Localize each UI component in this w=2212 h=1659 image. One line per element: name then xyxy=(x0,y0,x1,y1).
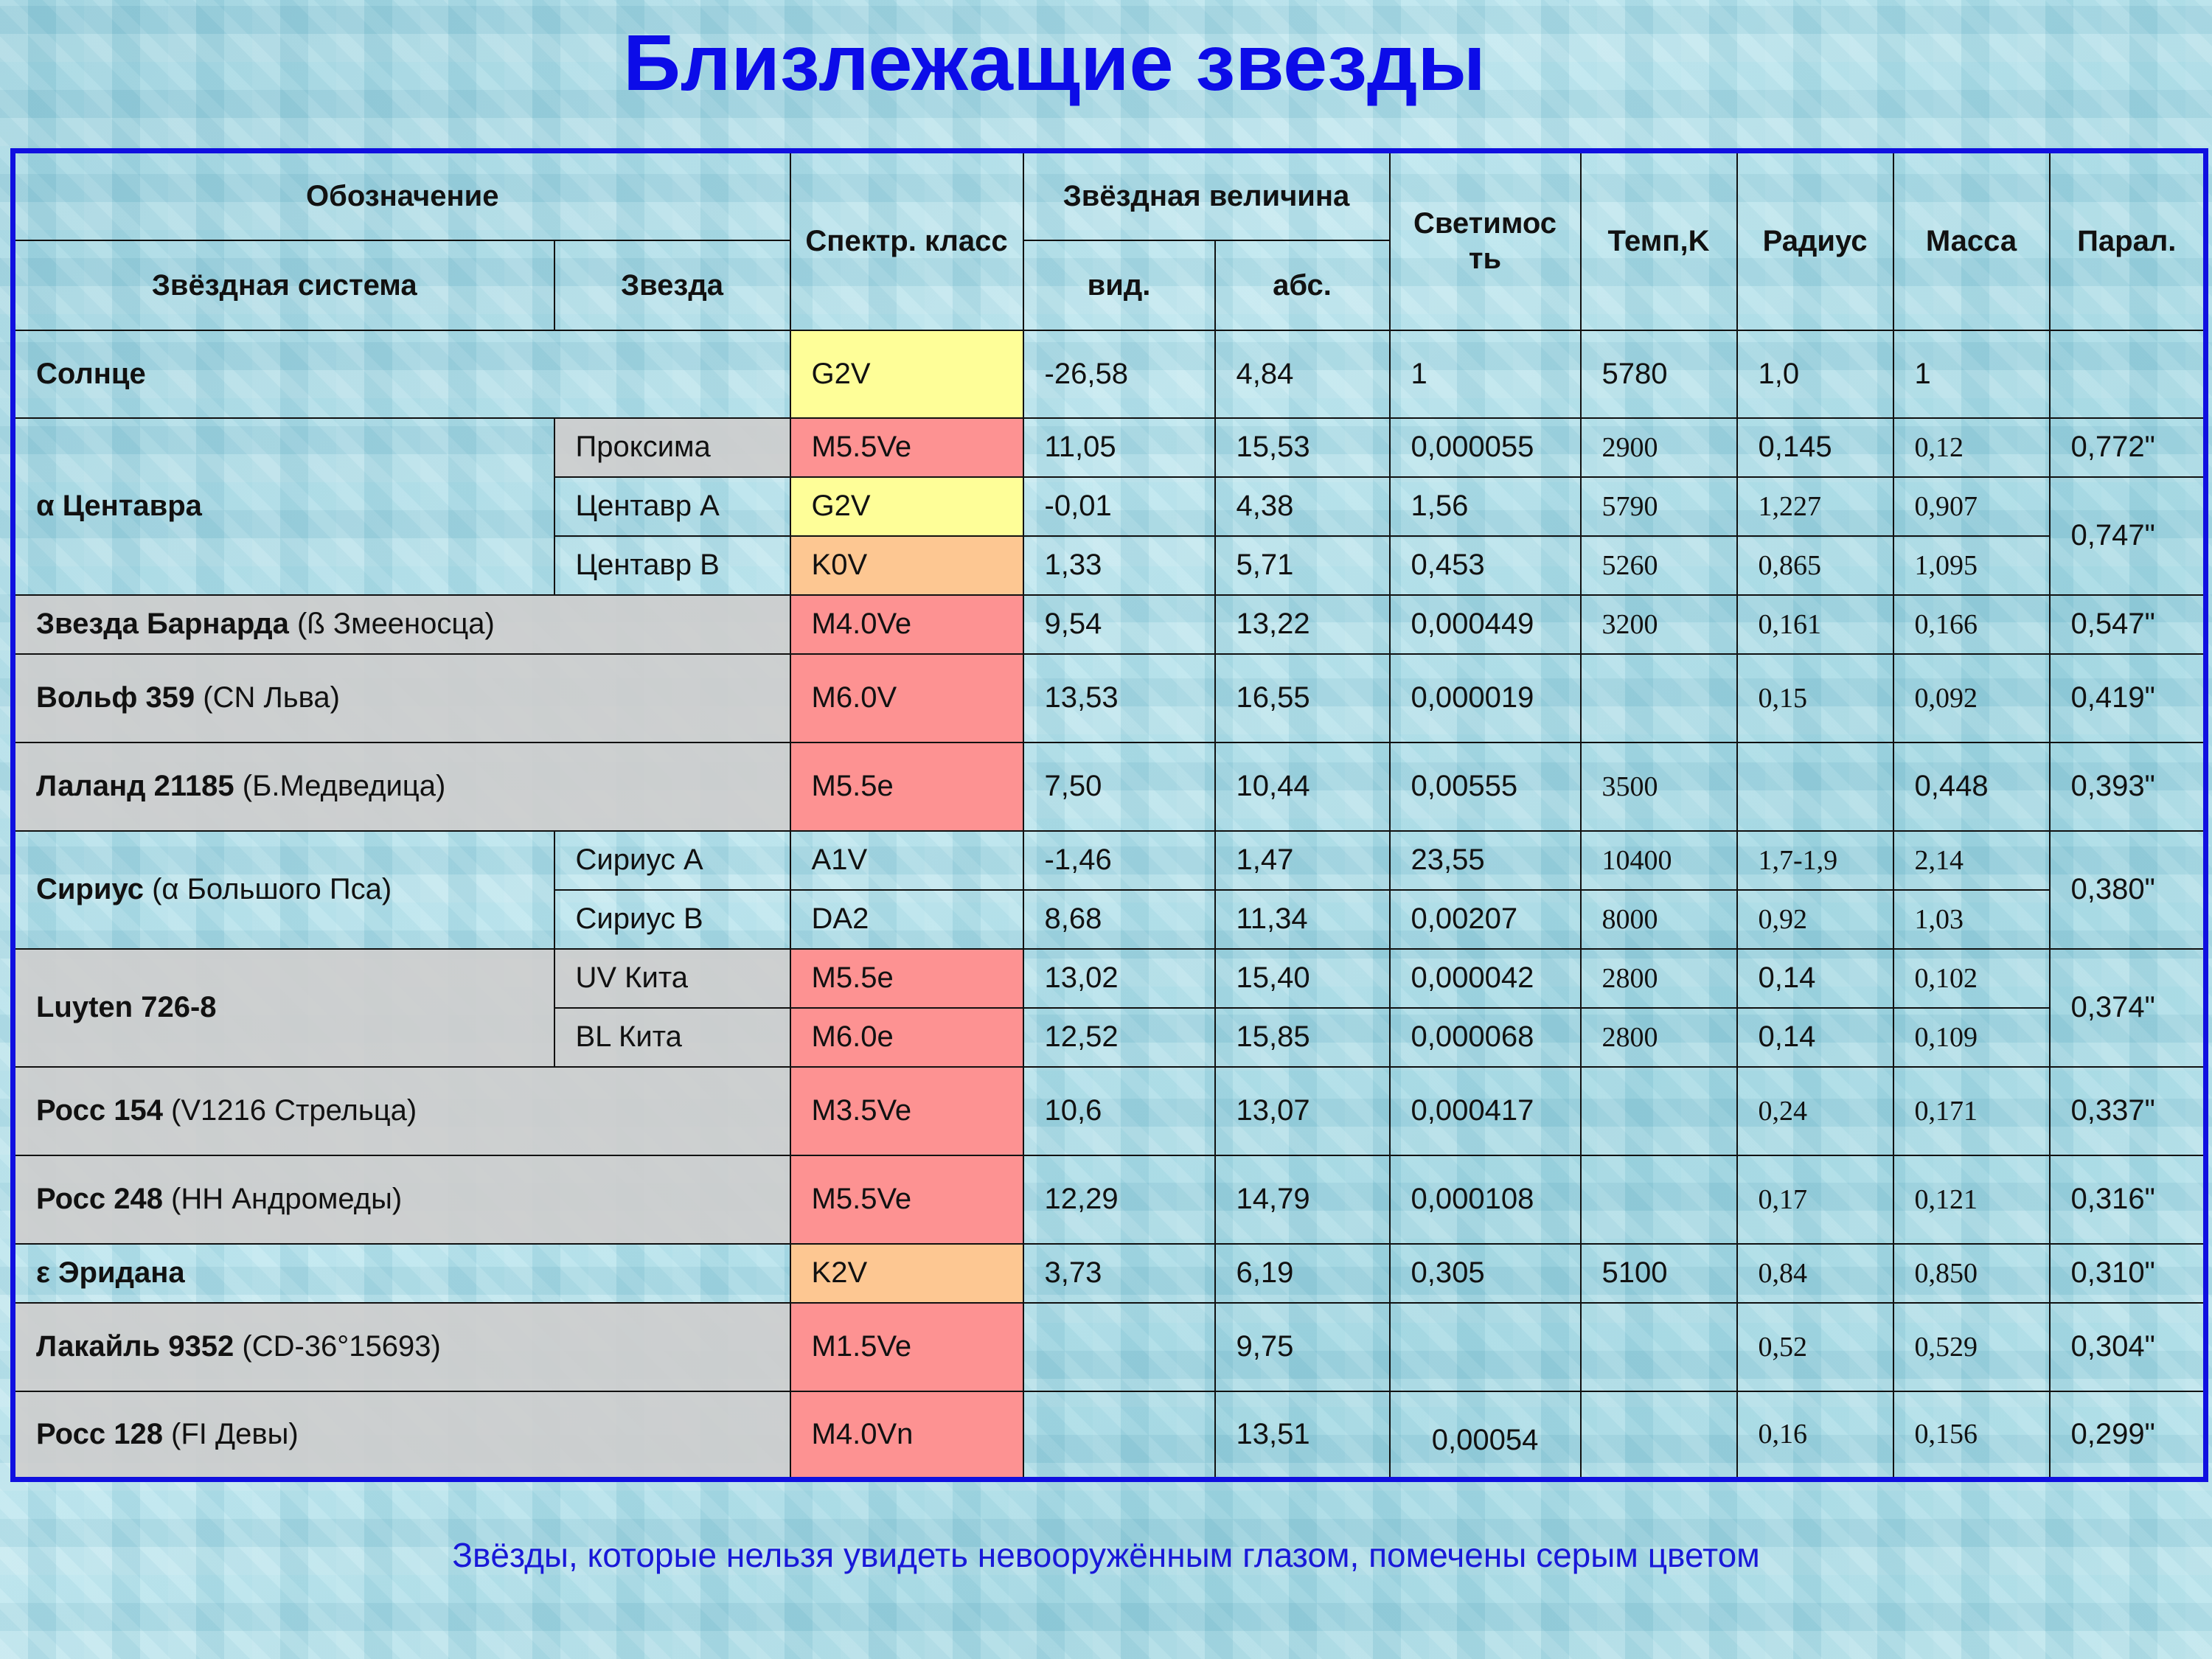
parallax-cell: 0,419" xyxy=(2050,654,2206,742)
mass-cell: 1,03 xyxy=(1893,890,2050,949)
parallax-cell: 0,316" xyxy=(2050,1155,2206,1244)
mass-cell: 0,121 xyxy=(1893,1155,2050,1244)
mass-cell: 2,14 xyxy=(1893,831,2050,890)
header-temperature: Темп,K xyxy=(1581,151,1737,330)
spectral-cell: M5.5e xyxy=(790,742,1023,831)
absolute-mag-cell: 4,38 xyxy=(1215,477,1390,536)
absolute-mag-cell: 9,75 xyxy=(1215,1303,1390,1391)
parallax-cell: 0,374" xyxy=(2050,949,2206,1067)
apparent-mag-cell xyxy=(1023,1303,1215,1391)
system-name-bold: Luyten 726-8 xyxy=(36,991,217,1023)
page-title: Близлежащие звезды xyxy=(623,18,1486,107)
mass-cell: 0,907 xyxy=(1893,477,2050,536)
parallax-cell: 0,772" xyxy=(2050,418,2206,477)
header-absolute: абс. xyxy=(1215,240,1390,330)
mass-cell: 0,092 xyxy=(1893,654,2050,742)
radius-cell: 0,84 xyxy=(1737,1244,1893,1303)
spectral-cell: M5.5Ve xyxy=(790,1155,1023,1244)
temperature-cell: 8000 xyxy=(1581,890,1737,949)
system-name-bold: Росс 248 xyxy=(36,1183,163,1215)
parallax-cell: 0,393" xyxy=(2050,742,2206,831)
header-apparent: вид. xyxy=(1023,240,1215,330)
radius-cell: 0,17 xyxy=(1737,1155,1893,1244)
radius-cell: 0,92 xyxy=(1737,890,1893,949)
spectral-cell: K2V xyxy=(790,1244,1023,1303)
temperature-cell: 5790 xyxy=(1581,477,1737,536)
star-name-cell: Сириус В xyxy=(554,890,790,949)
spectral-cell: M1.5Ve xyxy=(790,1303,1023,1391)
table-row xyxy=(13,418,2206,477)
mass-cell: 0,156 xyxy=(1893,1391,2050,1480)
system-name xyxy=(13,1244,790,1303)
star-name-cell: Проксима xyxy=(554,418,790,477)
luminosity-cell xyxy=(1390,1303,1581,1391)
parallax-cell: 0,299" xyxy=(2050,1391,2206,1480)
mass-cell: 0,529 xyxy=(1893,1303,2050,1391)
parallax-cell: 0,747" xyxy=(2050,477,2206,595)
temperature-cell: 2900 xyxy=(1581,418,1737,477)
temperature-cell: 2800 xyxy=(1581,949,1737,1008)
absolute-mag-cell: 4,84 xyxy=(1215,330,1390,418)
temperature-cell xyxy=(1581,1303,1737,1391)
radius-cell: 0,161 xyxy=(1737,595,1893,654)
temperature-cell: 3500 xyxy=(1581,742,1737,831)
system-alt-name: (V1216 Стрельца) xyxy=(162,1094,417,1127)
system-alt-name: (ß Змееносца) xyxy=(288,608,495,640)
apparent-mag-cell: 10,6 xyxy=(1023,1067,1215,1155)
luminosity-cell: 0,000449 xyxy=(1390,595,1581,654)
luminosity-cell: 0,000108 xyxy=(1390,1155,1581,1244)
temperature-cell: 5100 xyxy=(1581,1244,1737,1303)
radius-cell: 1,0 xyxy=(1737,330,1893,418)
system-alt-name: (CN Льва) xyxy=(195,681,340,714)
radius-cell xyxy=(1737,742,1893,831)
temperature-cell xyxy=(1581,1391,1737,1480)
parallax-cell: 0,547" xyxy=(2050,595,2206,654)
system-name xyxy=(13,742,790,831)
spectral-cell: M4.0Vn xyxy=(790,1391,1023,1480)
spectral-cell: M6.0e xyxy=(790,1008,1023,1067)
system-alt-name: (CD-36°15693) xyxy=(234,1330,441,1363)
apparent-mag-cell: 12,29 xyxy=(1023,1155,1215,1244)
luminosity-cell: 1 xyxy=(1390,330,1581,418)
table-row xyxy=(13,654,2206,742)
apparent-mag-cell: 7,50 xyxy=(1023,742,1215,831)
luminosity-cell: 0,000055 xyxy=(1390,418,1581,477)
spectral-cell: G2V xyxy=(790,330,1023,418)
header-parallax: Парал. xyxy=(2050,151,2206,330)
luminosity-cell: 0,453 xyxy=(1390,536,1581,595)
header-system: Звёздная система xyxy=(13,240,554,330)
mass-cell: 0,102 xyxy=(1893,949,2050,1008)
star-name-cell: Центавр А xyxy=(554,477,790,536)
spectral-cell: DA2 xyxy=(790,890,1023,949)
parallax-cell: 0,337" xyxy=(2050,1067,2206,1155)
system-name xyxy=(13,1391,790,1480)
mass-cell: 0,171 xyxy=(1893,1067,2050,1155)
system-name xyxy=(13,949,554,1067)
temperature-cell xyxy=(1581,1067,1737,1155)
temperature-cell: 3200 xyxy=(1581,595,1737,654)
system-name-bold: Росс 154 xyxy=(36,1094,163,1127)
parallax-cell: 0,310" xyxy=(2050,1244,2206,1303)
radius-cell: 0,24 xyxy=(1737,1067,1893,1155)
spectral-cell: M3.5Ve xyxy=(790,1067,1023,1155)
system-name-bold: α Центавра xyxy=(36,490,202,522)
header-spectral-class: Спектр. класс xyxy=(790,151,1023,330)
absolute-mag-cell: 13,51 xyxy=(1215,1391,1390,1480)
luminosity-cell: 0,000417 xyxy=(1390,1067,1581,1155)
header-luminosity: Светимос ть xyxy=(1390,151,1581,330)
radius-cell: 0,15 xyxy=(1737,654,1893,742)
absolute-mag-cell: 15,85 xyxy=(1215,1008,1390,1067)
header-magnitude: Звёздная величина xyxy=(1023,151,1390,240)
mass-cell: 1 xyxy=(1893,330,2050,418)
table-row xyxy=(13,1303,2206,1391)
system-alt-name: (HH Андромеды) xyxy=(162,1183,403,1215)
luminosity-cell: 23,55 xyxy=(1390,831,1581,890)
radius-cell: 0,14 xyxy=(1737,1008,1893,1067)
apparent-mag-cell: 9,54 xyxy=(1023,595,1215,654)
luminosity-cell: 1,56 xyxy=(1390,477,1581,536)
radius-cell: 0,52 xyxy=(1737,1303,1893,1391)
system-name-bold: Вольф 359 xyxy=(36,681,195,714)
spectral-cell: M5.5e xyxy=(790,949,1023,1008)
parallax-cell xyxy=(2050,330,2206,418)
apparent-mag-cell: 8,68 xyxy=(1023,890,1215,949)
footnote: Звёзды, которые нельзя увидеть невооружённым глазом, помечены серым цветом xyxy=(452,1536,1760,1574)
temperature-cell xyxy=(1581,654,1737,742)
apparent-mag-cell: 1,33 xyxy=(1023,536,1215,595)
radius-cell: 0,14 xyxy=(1737,949,1893,1008)
spectral-cell: M5.5Ve xyxy=(790,418,1023,477)
star-name-cell: Центавр В xyxy=(554,536,790,595)
parallax-cell: 0,304" xyxy=(2050,1303,2206,1391)
mass-cell: 0,109 xyxy=(1893,1008,2050,1067)
absolute-mag-cell: 15,40 xyxy=(1215,949,1390,1008)
table-row xyxy=(13,949,2206,1008)
system-name-bold: Лакайль 9352 xyxy=(36,1330,234,1363)
luminosity-cell: 0,000019 xyxy=(1390,654,1581,742)
radius-cell: 1,227 xyxy=(1737,477,1893,536)
system-name xyxy=(13,1303,790,1391)
absolute-mag-cell: 5,71 xyxy=(1215,536,1390,595)
apparent-mag-cell: 13,02 xyxy=(1023,949,1215,1008)
temperature-cell: 5780 xyxy=(1581,330,1737,418)
apparent-mag-cell: -26,58 xyxy=(1023,330,1215,418)
temperature-cell: 10400 xyxy=(1581,831,1737,890)
radius-cell: 0,145 xyxy=(1737,418,1893,477)
absolute-mag-cell: 10,44 xyxy=(1215,742,1390,831)
header-designation: Обозначение xyxy=(13,151,790,240)
system-name xyxy=(13,831,554,949)
spectral-cell: A1V xyxy=(790,831,1023,890)
system-name-bold: Звезда Барнарда xyxy=(36,608,289,640)
radius-cell: 0,865 xyxy=(1737,536,1893,595)
absolute-mag-cell: 13,07 xyxy=(1215,1067,1390,1155)
table-row xyxy=(13,831,2206,890)
nearby-stars-table xyxy=(10,148,2208,1482)
system-name xyxy=(13,654,790,742)
spectral-cell: M4.0Ve xyxy=(790,595,1023,654)
parallax-cell: 0,380" xyxy=(2050,831,2206,949)
table-row xyxy=(13,330,2206,418)
luminosity-cell: 0,000042 xyxy=(1390,949,1581,1008)
system-name xyxy=(13,595,790,654)
header-mass: Масса xyxy=(1893,151,2050,330)
absolute-mag-cell: 1,47 xyxy=(1215,831,1390,890)
radius-cell: 1,7-1,9 xyxy=(1737,831,1893,890)
absolute-mag-cell: 6,19 xyxy=(1215,1244,1390,1303)
system-name xyxy=(13,1155,790,1244)
system-alt-name: (FI Девы) xyxy=(162,1417,299,1450)
temperature-cell: 2800 xyxy=(1581,1008,1737,1067)
absolute-mag-cell: 15,53 xyxy=(1215,418,1390,477)
table-row xyxy=(13,742,2206,831)
star-name-cell: Сириус А xyxy=(554,831,790,890)
header-radius: Радиус xyxy=(1737,151,1893,330)
mass-cell: 0,850 xyxy=(1893,1244,2050,1303)
star-name-cell: UV Кита xyxy=(554,949,790,1008)
table-row xyxy=(13,1244,2206,1303)
system-alt-name: (Б.Медведица) xyxy=(234,770,446,802)
luminosity-cell: 0,000068 xyxy=(1390,1008,1581,1067)
table-row xyxy=(13,595,2206,654)
absolute-mag-cell: 13,22 xyxy=(1215,595,1390,654)
luminosity-cell: 0,00555 xyxy=(1390,742,1581,831)
mass-cell: 0,448 xyxy=(1893,742,2050,831)
system-name xyxy=(13,1067,790,1155)
luminosity-cell: 0,305 xyxy=(1390,1244,1581,1303)
absolute-mag-cell: 14,79 xyxy=(1215,1155,1390,1244)
header-star: Звезда xyxy=(554,240,790,330)
luminosity-cell: 0,00054 xyxy=(1390,1391,1581,1480)
absolute-mag-cell: 16,55 xyxy=(1215,654,1390,742)
system-name-bold: Сириус xyxy=(36,873,144,905)
system-name-bold: Росс 128 xyxy=(36,1417,163,1450)
system-alt-name: (α Большого Пса) xyxy=(144,873,392,905)
temperature-cell xyxy=(1581,1155,1737,1244)
mass-cell: 0,12 xyxy=(1893,418,2050,477)
apparent-mag-cell: 12,52 xyxy=(1023,1008,1215,1067)
system-name-bold: Солнце xyxy=(36,357,146,390)
apparent-mag-cell: -0,01 xyxy=(1023,477,1215,536)
absolute-mag-cell: 11,34 xyxy=(1215,890,1390,949)
apparent-mag-cell: 3,73 xyxy=(1023,1244,1215,1303)
mass-cell: 0,166 xyxy=(1893,595,2050,654)
system-name-bold: Лаланд 21185 xyxy=(36,770,234,802)
apparent-mag-cell: -1,46 xyxy=(1023,831,1215,890)
mass-cell: 1,095 xyxy=(1893,536,2050,595)
table-row xyxy=(13,1391,2206,1480)
apparent-mag-cell: 11,05 xyxy=(1023,418,1215,477)
radius-cell: 0,16 xyxy=(1737,1391,1893,1480)
apparent-mag-cell xyxy=(1023,1391,1215,1480)
luminosity-cell: 0,00207 xyxy=(1390,890,1581,949)
spectral-cell: G2V xyxy=(790,477,1023,536)
temperature-cell: 5260 xyxy=(1581,536,1737,595)
spectral-cell: M6.0V xyxy=(790,654,1023,742)
apparent-mag-cell: 13,53 xyxy=(1023,654,1215,742)
spectral-cell: K0V xyxy=(790,536,1023,595)
system-name-bold: ε Эридана xyxy=(36,1256,185,1289)
system-name xyxy=(13,330,790,418)
table-row xyxy=(13,1067,2206,1155)
star-name-cell: BL Кита xyxy=(554,1008,790,1067)
table-row xyxy=(13,1155,2206,1244)
system-name xyxy=(13,418,554,595)
